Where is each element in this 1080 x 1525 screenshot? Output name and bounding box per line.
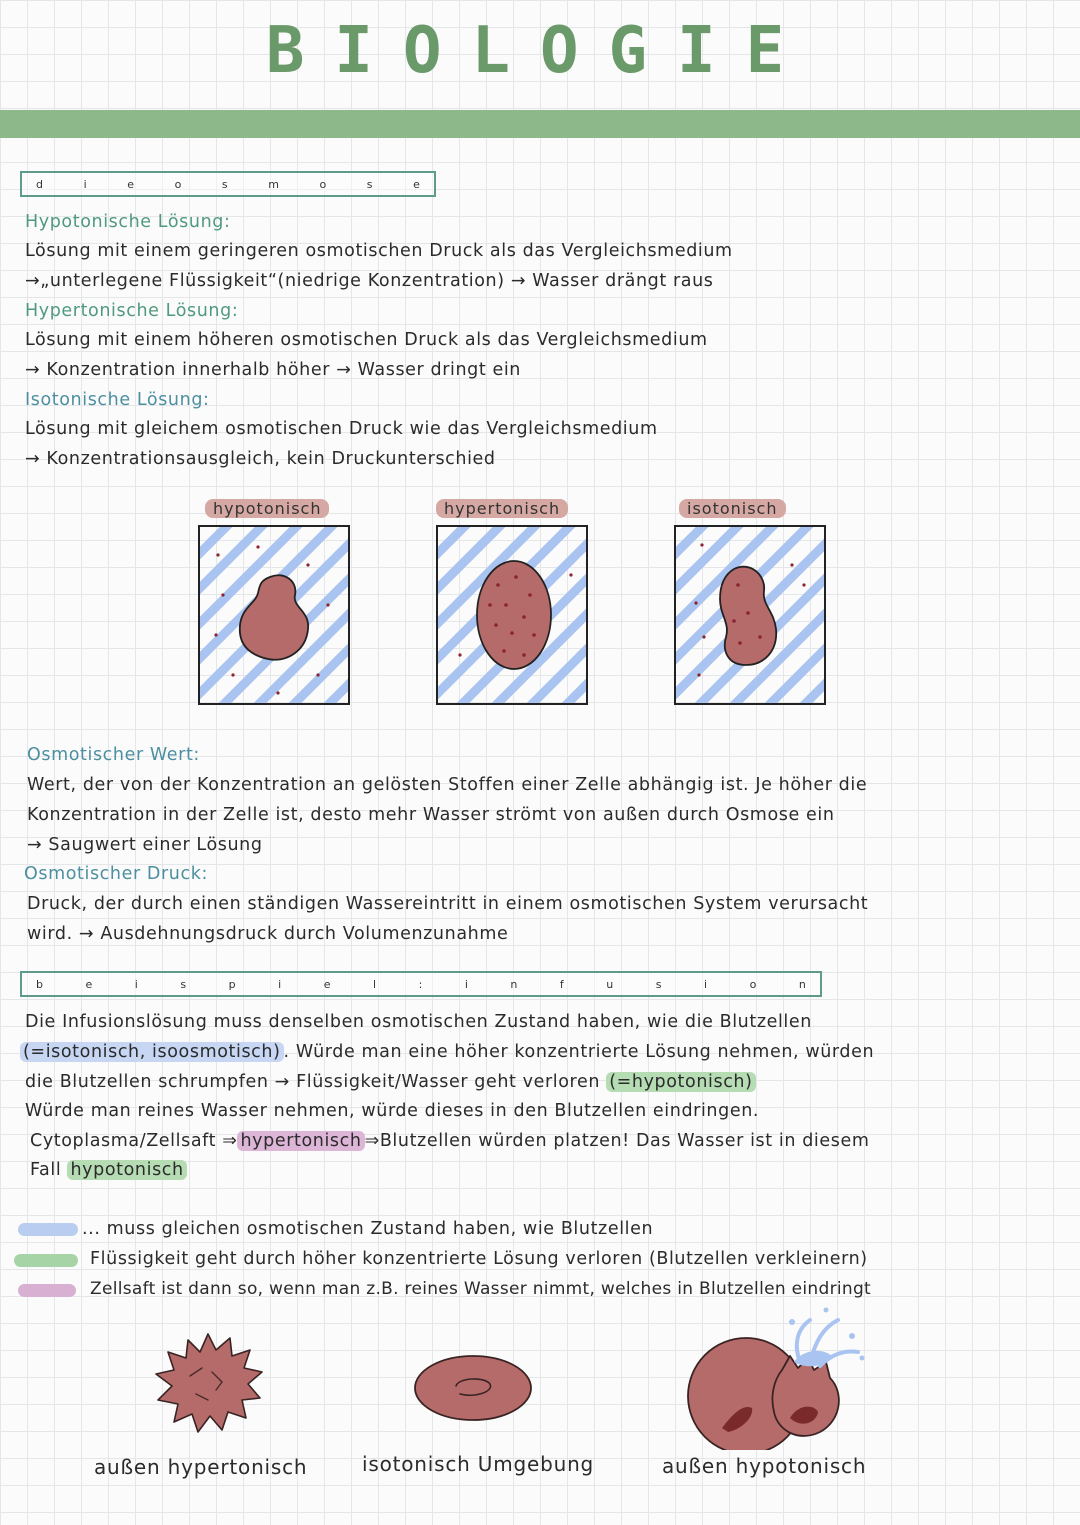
text-line xyxy=(30,1160,187,1180)
header-letter: p xyxy=(228,977,236,991)
text-span: . Würde man eine höher konzentrierte Lösung nehmen, würden xyxy=(283,1042,875,1062)
caption-aussen-hypotonisch: außen hypotonisch xyxy=(662,1454,867,1478)
text-line xyxy=(20,1042,874,1062)
header-letter: s xyxy=(655,977,662,991)
label-hypertonisch: hypertonisch xyxy=(436,499,568,518)
text-line: Würde man reines Wasser nehmen, würde dieses in den Blutzellen eindringen. xyxy=(25,1101,760,1121)
text-line: → Konzentrationsausgleich, kein Druckunterschied xyxy=(25,449,496,469)
section-header-beispiel-infusion xyxy=(20,971,822,997)
text-line: Lösung mit gleichem osmotischen Druck wie das Vergleichsmedium xyxy=(25,419,658,439)
legend-swatch-green xyxy=(14,1254,78,1267)
legend-swatch-pink xyxy=(18,1284,76,1297)
text-line: wird. → Ausdehnungsdruck durch Volumenzunahme xyxy=(27,924,509,944)
text-line: Konzentration in der Zelle ist, desto mehr Wasser strömt von außen durch Osmose ein xyxy=(27,805,835,825)
header-letter: o xyxy=(749,977,757,991)
text-line: Die Infusionslösung muss denselben osmotischen Zustand haben, wie die Blutzellen xyxy=(25,1012,812,1032)
text-span: die Blutzellen schrumpfen → Flüssigkeit/Wasser geht verloren xyxy=(25,1072,607,1092)
heading-hypertonische-loesung: Hypertonische Lösung: xyxy=(25,301,239,321)
caption-isotonisch-umgebung: isotonisch Umgebung xyxy=(362,1452,595,1476)
header-letter: s xyxy=(180,977,187,991)
header-letter: o xyxy=(174,177,182,191)
highlight-hypertonisch: hypertonisch xyxy=(237,1131,364,1151)
title-band xyxy=(0,110,1080,138)
header-letter: b xyxy=(36,977,43,991)
label-isotonisch: isotonisch xyxy=(679,499,786,518)
header-letter: e xyxy=(323,977,331,991)
highlight-isotonisch: (=isotonisch, isoosmotisch) xyxy=(20,1042,284,1062)
label-hypotonisch: hypotonisch xyxy=(205,499,329,518)
header-letter: l xyxy=(373,977,377,991)
header-letter: m xyxy=(268,177,279,191)
cell-normal-icon xyxy=(412,1352,534,1424)
header-letter: i xyxy=(464,977,468,991)
text-line xyxy=(30,1131,869,1151)
header-letter: i xyxy=(134,977,138,991)
header-letter: i xyxy=(704,977,708,991)
text-span: Cytoplasma/Zellsaft ⇒ xyxy=(30,1131,238,1151)
section-header-die-osmose xyxy=(20,171,436,197)
text-line: → Konzentration innerhalb höher → Wasser dringt ein xyxy=(25,360,521,380)
header-letter: e xyxy=(413,177,420,191)
text-line xyxy=(25,1072,756,1092)
header-letter: o xyxy=(319,177,327,191)
diagram-hypotonisch xyxy=(198,525,350,705)
header-letter: f xyxy=(559,977,564,991)
header-letter: : xyxy=(418,977,423,991)
text-line: Lösung mit einem höheren osmotischen Druck als das Vergleichsmedium xyxy=(25,330,708,350)
header-letter: d xyxy=(36,177,43,191)
header-letter: i xyxy=(278,977,282,991)
cell-burst-icon xyxy=(682,1300,882,1450)
text-span: ⇒Blutzellen würden platzen! Das Wasser ist in diesem xyxy=(364,1131,870,1151)
caption-aussen-hypertonisch: außen hypertonisch xyxy=(94,1455,308,1479)
text-line: → Saugwert einer Lösung xyxy=(27,835,263,855)
text-line: Druck, der durch einen ständigen Wassereintritt in einem osmotischen System verursacht xyxy=(27,894,869,914)
heading-isotonische-loesung: Isotonische Lösung: xyxy=(25,390,210,410)
header-letter: e xyxy=(85,977,93,991)
heading-osmotischer-wert: Osmotischer Wert: xyxy=(27,745,200,765)
page-title: BIOLOGIE xyxy=(265,14,815,88)
diagram-hypertonisch xyxy=(436,525,588,705)
header-letter: s xyxy=(221,177,228,191)
header-letter: s xyxy=(366,177,373,191)
text-span: Fall xyxy=(30,1160,68,1180)
cell-crenated-icon xyxy=(150,1328,268,1438)
highlight-hypotonisch-2: hypotonisch xyxy=(67,1160,186,1180)
diagram-isotonisch xyxy=(674,525,826,705)
heading-hypotonische-loesung: Hypotonische Lösung: xyxy=(25,212,231,232)
legend-text-pink: Zellsaft ist dann so, wenn man z.B. reines Wasser nimmt, welches in Blutzellen eindringt xyxy=(90,1279,872,1299)
legend-text-blue: ... muss gleichen osmotischen Zustand haben, wie Blutzellen xyxy=(82,1219,654,1239)
header-letter: n xyxy=(510,977,518,991)
heading-osmotischer-druck: Osmotischer Druck: xyxy=(24,864,208,884)
legend-text-green: Flüssigkeit geht durch höher konzentrierte Lösung verloren (Blutzellen verkleinern) xyxy=(90,1249,868,1269)
header-letter: i xyxy=(83,177,87,191)
highlight-hypotonisch: (=hypotonisch) xyxy=(606,1072,755,1092)
header-letter: u xyxy=(606,977,614,991)
text-line: Lösung mit einem geringeren osmotischen Druck als das Vergleichsmedium xyxy=(25,241,733,261)
header-letter: e xyxy=(127,177,134,191)
text-line: Wert, der von der Konzentration an gelösten Stoffen einer Zelle abhängig ist. Je höher die xyxy=(27,775,868,795)
header-letter: n xyxy=(798,977,806,991)
text-line: →„unterlegene Flüssigkeit“(niedrige Konzentration) → Wasser drängt raus xyxy=(25,271,714,291)
legend-swatch-blue xyxy=(18,1223,78,1236)
